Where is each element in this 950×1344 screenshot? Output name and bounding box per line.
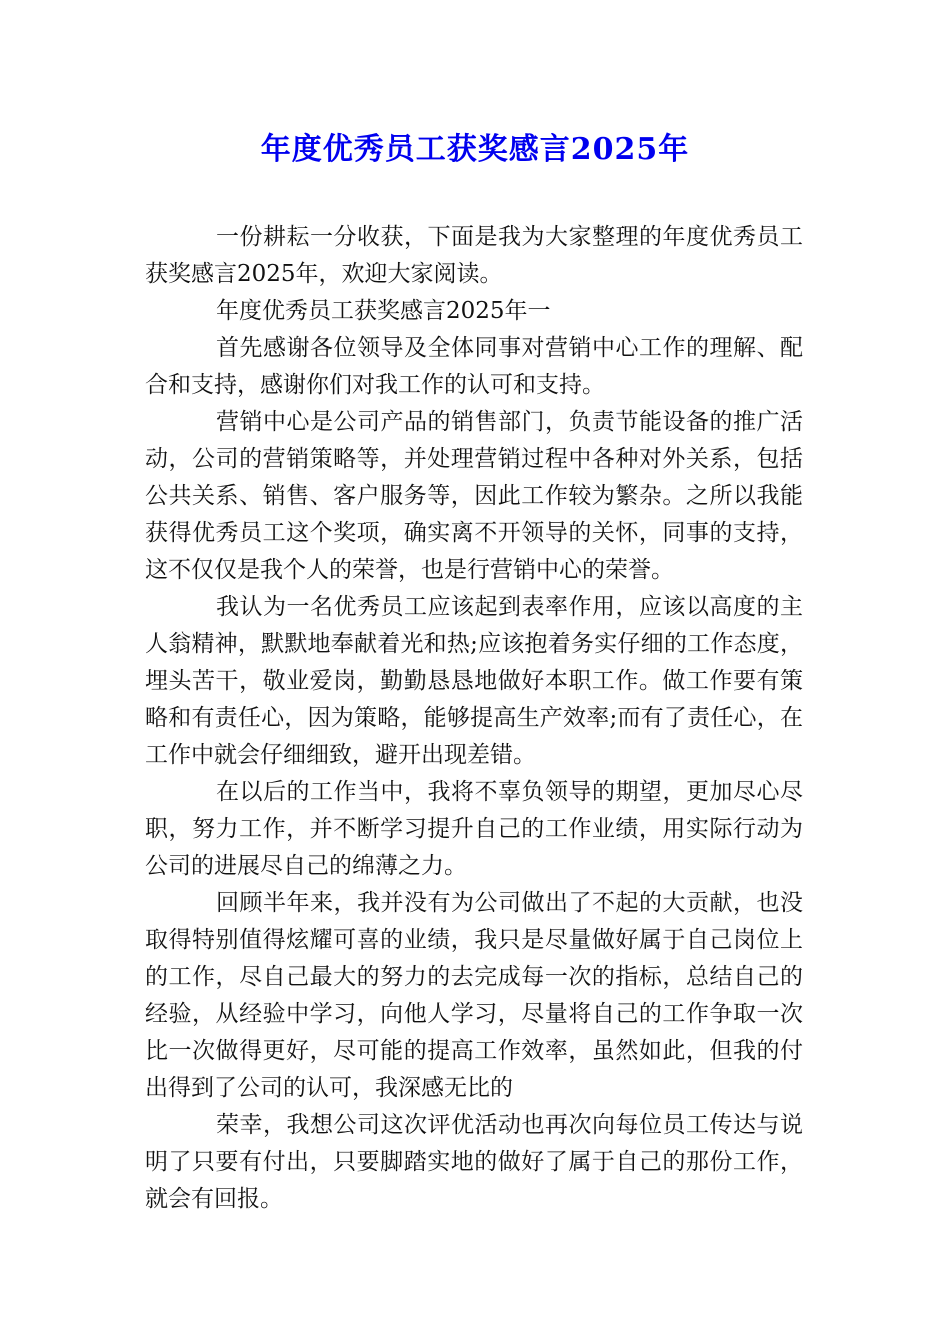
paragraph-role-model: 我认为一名优秀员工应该起到表率作用，应该以高度的主人翁精神，默默地奉献着光和热;应该抱着务实仔细的工作态度，埋头苦干，敬业爱岗，勤勤恳恳地做好本职工作。做工作要有策略和有责任心，因为策略，能够提高生产效率;而有了责任心，在工作中就会仔细细致，避开出现差错。 bbox=[145, 594, 803, 768]
paragraph-intro: 一份耕耘一分收获，下面是我为大家整理的年度优秀员工获奖感言2025年，欢迎大家阅读。 bbox=[145, 224, 803, 287]
document-title: 年度优秀员工获奖感言2025年 bbox=[260, 132, 690, 167]
paragraph-review: 回顾半年来，我并没有为公司做出了不起的大贡献，也没取得特别值得炫耀可喜的业绩，我只是尽量做好属于自己岗位上的工作，尽自己最大的努力的去完成每一次的指标，总结自己的经验，从经验中学习，向他人学习，尽量将自己的工作争取一次比一次做得更好，尽可能的提高工作效率，虽然如此，但我的付出得到了公司的认可，我深感无比的 bbox=[145, 890, 803, 1101]
paragraph-section-heading: 年度优秀员工获奖感言2025年一 bbox=[216, 298, 551, 324]
paragraph-thanks: 首先感谢各位领导及全体同事对营销中心工作的理解、配合和支持，感谢你们对我工作的认可和支持。 bbox=[145, 335, 803, 398]
paragraph-honor: 荣幸，我想公司这次评优活动也再次向每位员工传达与说明了只要有付出，只要脚踏实地的做好了属于自己的那份工作，就会有回报。 bbox=[145, 1112, 803, 1212]
paragraph-marketing-center: 营销中心是公司产品的销售部门，负责节能设备的推广活动，公司的营销策略等，并处理营销过程中各种对外关系，包括公共关系、销售、客户服务等，因此工作较为繁杂。之所以我能获得优秀员工这个奖项，确实离不开领导的关怀，同事的支持，这不仅仅是我个人的荣誉，也是行营销中心的荣誉。 bbox=[145, 409, 803, 583]
paragraph-future-work: 在以后的工作当中，我将不辜负领导的期望，更加尽心尽职，努力工作，并不断学习提升自己的工作业绩，用实际行动为公司的进展尽自己的绵薄之力。 bbox=[145, 779, 803, 879]
document-body bbox=[145, 219, 803, 1218]
